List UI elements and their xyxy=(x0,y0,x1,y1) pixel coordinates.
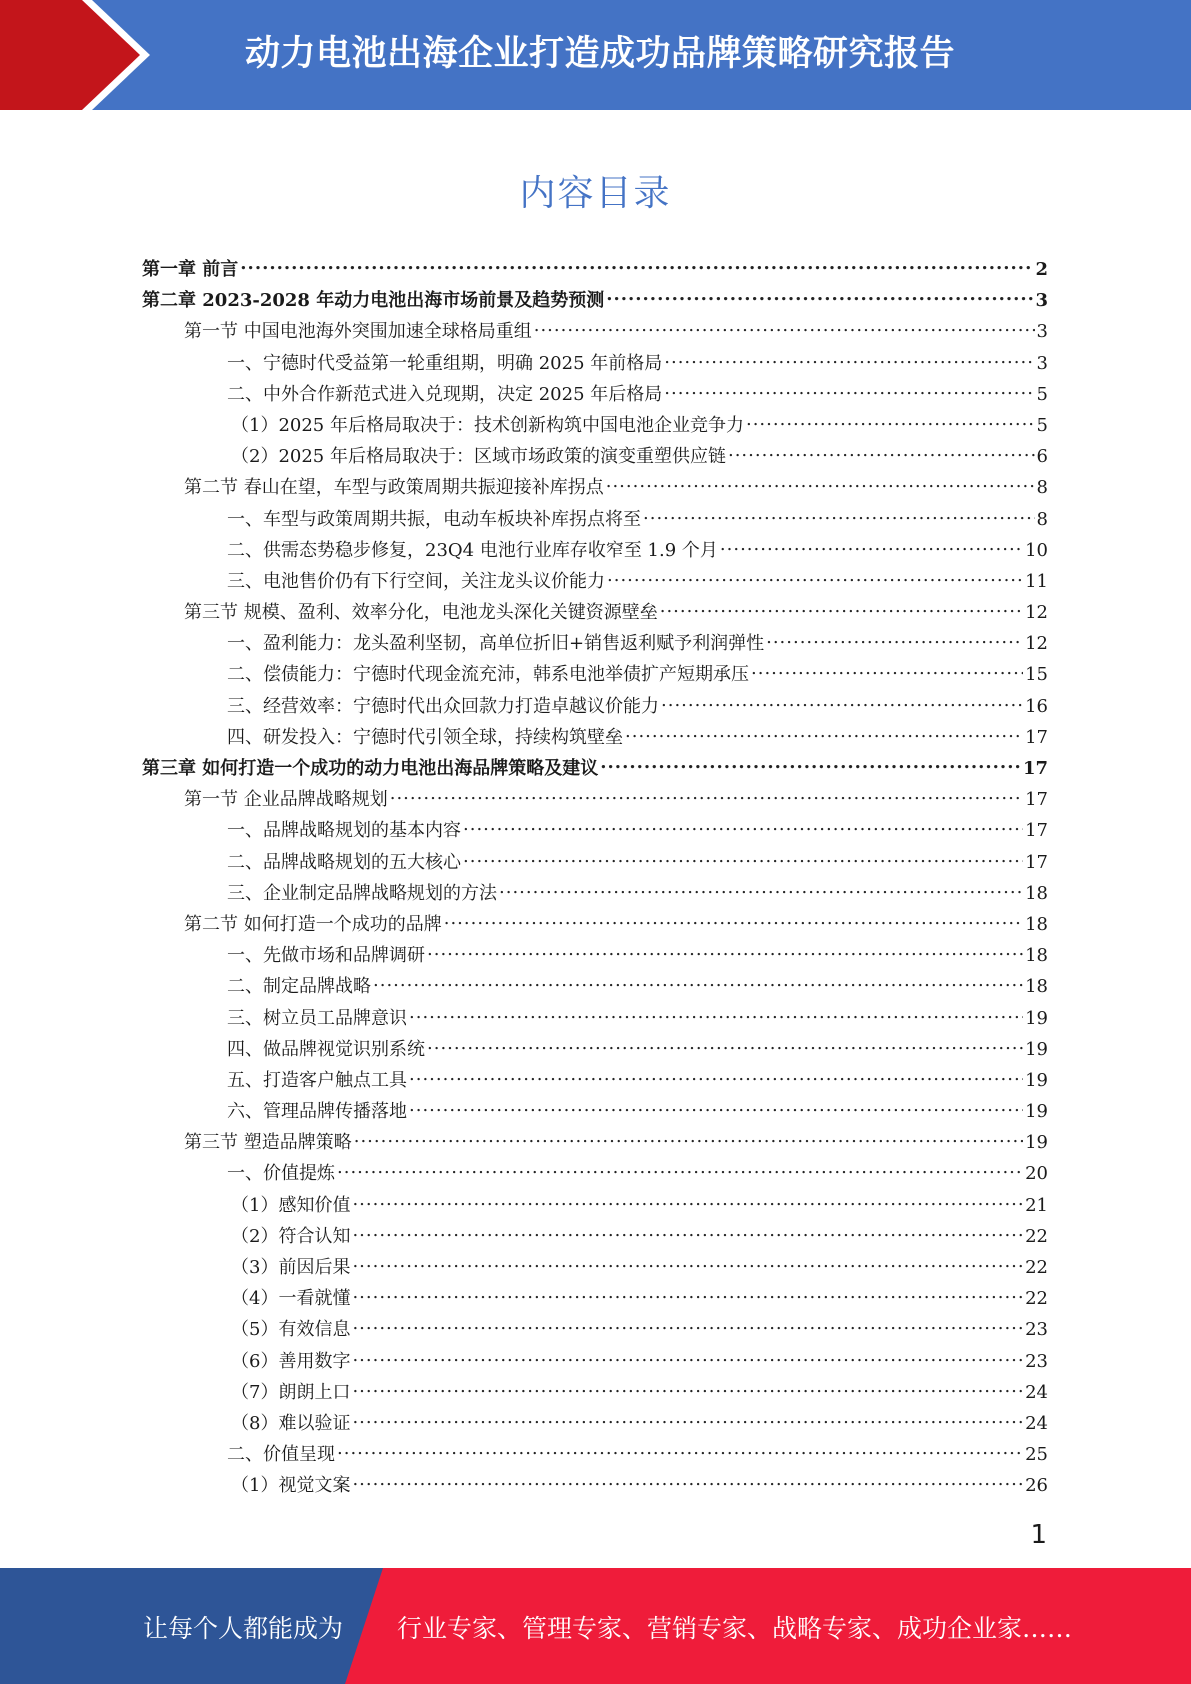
toc-entry-page: 22 xyxy=(1025,1288,1048,1310)
toc-entry-page: 19 xyxy=(1025,1101,1048,1123)
toc-entry-title: （7）朗朗上口 xyxy=(231,1381,351,1403)
toc-entry-page: 20 xyxy=(1025,1163,1048,1185)
toc-entry-title: 四、研发投入：宁德时代引领全球，持续构筑壁垒 xyxy=(227,726,623,748)
toc-entry[interactable] xyxy=(142,878,1048,909)
page-number: 1 xyxy=(1030,1520,1047,1550)
toc-dot-leader xyxy=(352,1316,1023,1336)
toc-entry[interactable] xyxy=(142,1034,1048,1065)
toc-dot-leader xyxy=(746,412,1035,432)
toc-entry-title: 六、管理品牌传播落地 xyxy=(227,1101,407,1123)
toc-entry-page: 18 xyxy=(1025,976,1048,998)
toc-dot-leader xyxy=(352,1254,1023,1274)
toc-entry[interactable] xyxy=(142,254,1048,285)
toc-dot-leader xyxy=(444,911,1023,931)
toc-entry-page: 22 xyxy=(1025,1225,1048,1247)
toc-entry-title: 第二节 春山在望，车型与政策周期共振迎接补库拐点 xyxy=(184,477,604,499)
toc-entry-title: 第二章 2023-2028 年动力电池出海市场前景及趋势预测 xyxy=(142,290,605,312)
toc-dot-leader xyxy=(337,1441,1023,1461)
toc-entry-title: 第三章 如何打造一个成功的动力电池出海品牌策略及建议 xyxy=(142,758,599,779)
toc-entry[interactable] xyxy=(142,909,1048,940)
toc-dot-leader xyxy=(728,443,1035,463)
toc-entry-title: 一、盈利能力：龙头盈利坚韧，高单位折旧+销售返利赋予利润弹性 xyxy=(227,633,765,655)
toc-entry-page: 24 xyxy=(1025,1412,1048,1434)
toc-entry-title: 二、供需态势稳步修复，23Q4 电池行业库存收窄至 1.9 个月 xyxy=(227,539,718,561)
toc-entry-title: （1）感知价值 xyxy=(231,1194,351,1216)
header-arrow-decoration xyxy=(0,0,160,110)
toc-entry[interactable] xyxy=(142,691,1048,722)
toc-entry[interactable] xyxy=(142,628,1048,659)
toc-entry[interactable] xyxy=(142,815,1048,846)
toc-entry-title: 二、中外合作新范式进入兑现期，决定 2025 年后格局 xyxy=(227,383,663,405)
toc-entry[interactable] xyxy=(142,566,1048,597)
toc-dot-leader xyxy=(352,1192,1023,1212)
toc-entry[interactable] xyxy=(142,1470,1048,1501)
toc-entry[interactable] xyxy=(142,535,1048,566)
toc-entry[interactable] xyxy=(142,1221,1048,1252)
toc-entry-page: 5 xyxy=(1036,383,1048,405)
toc-entry-title: 一、品牌战略规划的基本内容 xyxy=(227,820,461,842)
toc-dot-leader xyxy=(240,256,1033,276)
toc-entry-page: 18 xyxy=(1025,913,1048,935)
toc-dot-leader xyxy=(664,381,1034,401)
toc-entry[interactable] xyxy=(142,940,1048,971)
toc-entry-page: 6 xyxy=(1036,446,1048,468)
toc-entry-title: 三、经营效率：宁德时代出众回款力打造卓越议价能力 xyxy=(227,695,659,717)
toc-entry-page: 8 xyxy=(1036,508,1048,530)
toc-entry[interactable] xyxy=(142,410,1048,441)
toc-entry-title: （2）符合认知 xyxy=(231,1225,351,1247)
toc-entry-title: 二、价值呈现 xyxy=(227,1444,335,1466)
toc-dot-leader xyxy=(607,568,1023,588)
toc-entry-page: 15 xyxy=(1025,664,1048,686)
toc-entry-title: （5）有效信息 xyxy=(231,1319,351,1341)
toc-entry[interactable] xyxy=(142,1283,1048,1314)
toc-entry-title: （1）2025 年后格局取决于：技术创新构筑中国电池企业竞争力 xyxy=(231,414,744,436)
toc-dot-leader xyxy=(606,474,1035,494)
toc-entry[interactable] xyxy=(142,441,1048,472)
toc-dot-leader xyxy=(352,1285,1023,1305)
toc-entry-title: 第一节 企业品牌战略规划 xyxy=(184,789,388,811)
toc-dot-leader xyxy=(352,1379,1023,1399)
toc-entry-title: 第一章 前言 xyxy=(142,259,239,280)
toc-entry[interactable] xyxy=(142,1158,1048,1189)
toc-entry[interactable] xyxy=(142,597,1048,628)
toc-entry-title: 四、做品牌视觉识别系统 xyxy=(227,1038,425,1060)
toc-entry[interactable] xyxy=(142,1346,1048,1377)
toc-entry[interactable] xyxy=(142,971,1048,1002)
toc-dot-leader xyxy=(427,942,1023,962)
toc-dot-leader xyxy=(463,849,1023,869)
toc-dot-leader xyxy=(373,973,1023,993)
toc-entry-title: 一、先做市场和品牌调研 xyxy=(227,945,425,967)
toc-entry-title: 第三节 塑造品牌策略 xyxy=(184,1132,352,1154)
toc-entry[interactable] xyxy=(142,784,1048,815)
toc-entry-title: 三、企业制定品牌战略规划的方法 xyxy=(227,882,497,904)
footer-slogan-right: 行业专家、管理专家、营销专家、战略专家、成功企业家…… xyxy=(397,1614,1073,1643)
toc-dot-leader xyxy=(352,1410,1023,1430)
footer-slogan-left: 让每个人都能成为 xyxy=(143,1614,344,1643)
toc-dot-leader xyxy=(352,1223,1023,1243)
toc-entry-page: 17 xyxy=(1025,851,1048,873)
toc-entry[interactable] xyxy=(142,348,1048,379)
toc-entry-page: 17 xyxy=(1025,726,1048,748)
toc-entry[interactable] xyxy=(142,504,1048,535)
toc-entry[interactable] xyxy=(142,753,1048,784)
toc-entry-page: 26 xyxy=(1025,1475,1048,1497)
toc-dot-leader xyxy=(354,1129,1023,1149)
report-title: 动力电池出海企业打造成功品牌策略研究报告 xyxy=(245,34,956,74)
toc-dot-leader xyxy=(352,1348,1023,1368)
toc-entry-page: 3 xyxy=(1035,290,1048,312)
toc-dot-leader xyxy=(390,786,1023,806)
toc-dot-leader xyxy=(664,350,1034,370)
toc-dot-leader xyxy=(600,755,1021,775)
toc-dot-leader xyxy=(427,1036,1023,1056)
toc-dot-leader xyxy=(625,724,1023,744)
toc-dot-leader xyxy=(643,506,1035,526)
toc-dot-leader xyxy=(409,1005,1023,1025)
toc-entry[interactable] xyxy=(142,1252,1048,1283)
toc-heading: 内容目录 xyxy=(519,173,672,214)
toc-entry[interactable] xyxy=(142,1439,1048,1470)
toc-entry[interactable] xyxy=(142,1127,1048,1158)
toc-entry-page: 16 xyxy=(1025,695,1048,717)
toc-entry[interactable] xyxy=(142,316,1048,347)
toc-entry[interactable] xyxy=(142,1190,1048,1221)
toc-entry-title: （2）2025 年后格局取决于：区域市场政策的演变重塑供应链 xyxy=(231,446,726,468)
toc-entry-page: 19 xyxy=(1025,1007,1048,1029)
toc-entry-title: 第三节 规模、盈利、效率分化，电池龙头深化关键资源壁垒 xyxy=(184,602,658,624)
toc-entry-page: 19 xyxy=(1025,1038,1048,1060)
toc-dot-leader xyxy=(463,817,1023,837)
toc-entry-title: 三、电池售价仍有下行空间，关注龙头议价能力 xyxy=(227,570,605,592)
toc-entry-page: 11 xyxy=(1025,570,1048,592)
toc-entry-title: 第一节 中国电池海外突围加速全球格局重组 xyxy=(184,321,532,343)
toc-entry[interactable] xyxy=(142,1408,1048,1439)
toc-dot-leader xyxy=(606,287,1033,307)
table-of-contents xyxy=(142,254,1048,1502)
toc-entry[interactable] xyxy=(142,1065,1048,1096)
toc-dot-leader xyxy=(337,1160,1023,1180)
toc-entry-page: 12 xyxy=(1025,602,1048,624)
toc-entry-title: （4）一看就懂 xyxy=(231,1288,351,1310)
toc-entry[interactable] xyxy=(142,472,1048,503)
toc-entry-page: 17 xyxy=(1025,789,1048,811)
toc-entry[interactable] xyxy=(142,1096,1048,1127)
toc-entry-page: 3 xyxy=(1036,352,1048,374)
toc-dot-leader xyxy=(661,693,1023,713)
toc-entry[interactable] xyxy=(142,1003,1048,1034)
toc-entry[interactable] xyxy=(142,847,1048,878)
toc-entry-title: 一、宁德时代受益第一轮重组期，明确 2025 年前格局 xyxy=(227,352,663,374)
toc-entry-title: 五、打造客户触点工具 xyxy=(227,1069,407,1091)
toc-entry-title: （6）善用数字 xyxy=(231,1350,351,1372)
header-band xyxy=(0,0,1191,110)
toc-dot-leader xyxy=(720,537,1023,557)
toc-entry[interactable] xyxy=(142,285,1048,316)
toc-entry-title: 一、价值提炼 xyxy=(227,1163,335,1185)
toc-entry-page: 17 xyxy=(1025,820,1048,842)
toc-entry-title: 二、品牌战略规划的五大核心 xyxy=(227,851,461,873)
toc-entry-page: 18 xyxy=(1025,882,1048,904)
toc-entry[interactable] xyxy=(142,1314,1048,1345)
toc-entry-page: 10 xyxy=(1025,539,1048,561)
toc-dot-leader xyxy=(751,661,1023,681)
toc-entry[interactable] xyxy=(142,1377,1048,1408)
toc-entry-page: 2 xyxy=(1035,259,1048,280)
toc-dot-leader xyxy=(660,599,1023,619)
toc-dot-leader xyxy=(499,880,1023,900)
toc-entry-page: 23 xyxy=(1025,1350,1048,1372)
toc-entry-page: 12 xyxy=(1025,633,1048,655)
toc-entry-page: 19 xyxy=(1025,1069,1048,1091)
toc-entry-title: 第二节 如何打造一个成功的品牌 xyxy=(184,913,442,935)
toc-entry-page: 5 xyxy=(1036,414,1048,436)
toc-dot-leader xyxy=(409,1067,1023,1087)
toc-entry-title: 二、制定品牌战略 xyxy=(227,976,371,998)
toc-entry[interactable] xyxy=(142,379,1048,410)
toc-entry-page: 19 xyxy=(1025,1132,1048,1154)
toc-entry-title: （3）前因后果 xyxy=(231,1257,351,1278)
toc-dot-leader xyxy=(766,630,1023,650)
toc-entry-title: 一、车型与政策周期共振，电动车板块补库拐点将至 xyxy=(227,508,641,530)
toc-entry-title: （1）视觉文案 xyxy=(231,1475,351,1497)
toc-entry-page: 3 xyxy=(1036,321,1048,343)
toc-entry-page: 21 xyxy=(1025,1194,1048,1216)
toc-entry-page: 17 xyxy=(1022,758,1048,779)
toc-entry-page: 25 xyxy=(1025,1444,1048,1466)
toc-entry-page: 18 xyxy=(1025,945,1048,967)
toc-entry-title: 三、树立员工品牌意识 xyxy=(227,1007,407,1029)
toc-dot-leader xyxy=(352,1472,1023,1492)
toc-entry-page: 24 xyxy=(1025,1381,1048,1403)
toc-entry-title: （8）难以验证 xyxy=(231,1412,351,1434)
toc-dot-leader xyxy=(534,318,1035,338)
toc-entry[interactable] xyxy=(142,659,1048,690)
toc-entry-page: 8 xyxy=(1036,477,1048,499)
toc-entry-title: 二、偿债能力：宁德时代现金流充沛，韩系电池举债扩产短期承压 xyxy=(227,664,749,686)
toc-entry-page: 23 xyxy=(1025,1319,1048,1341)
footer-band xyxy=(0,1568,1191,1684)
toc-entry-page: 22 xyxy=(1025,1257,1048,1278)
toc-dot-leader xyxy=(409,1098,1023,1118)
toc-entry[interactable] xyxy=(142,722,1048,753)
